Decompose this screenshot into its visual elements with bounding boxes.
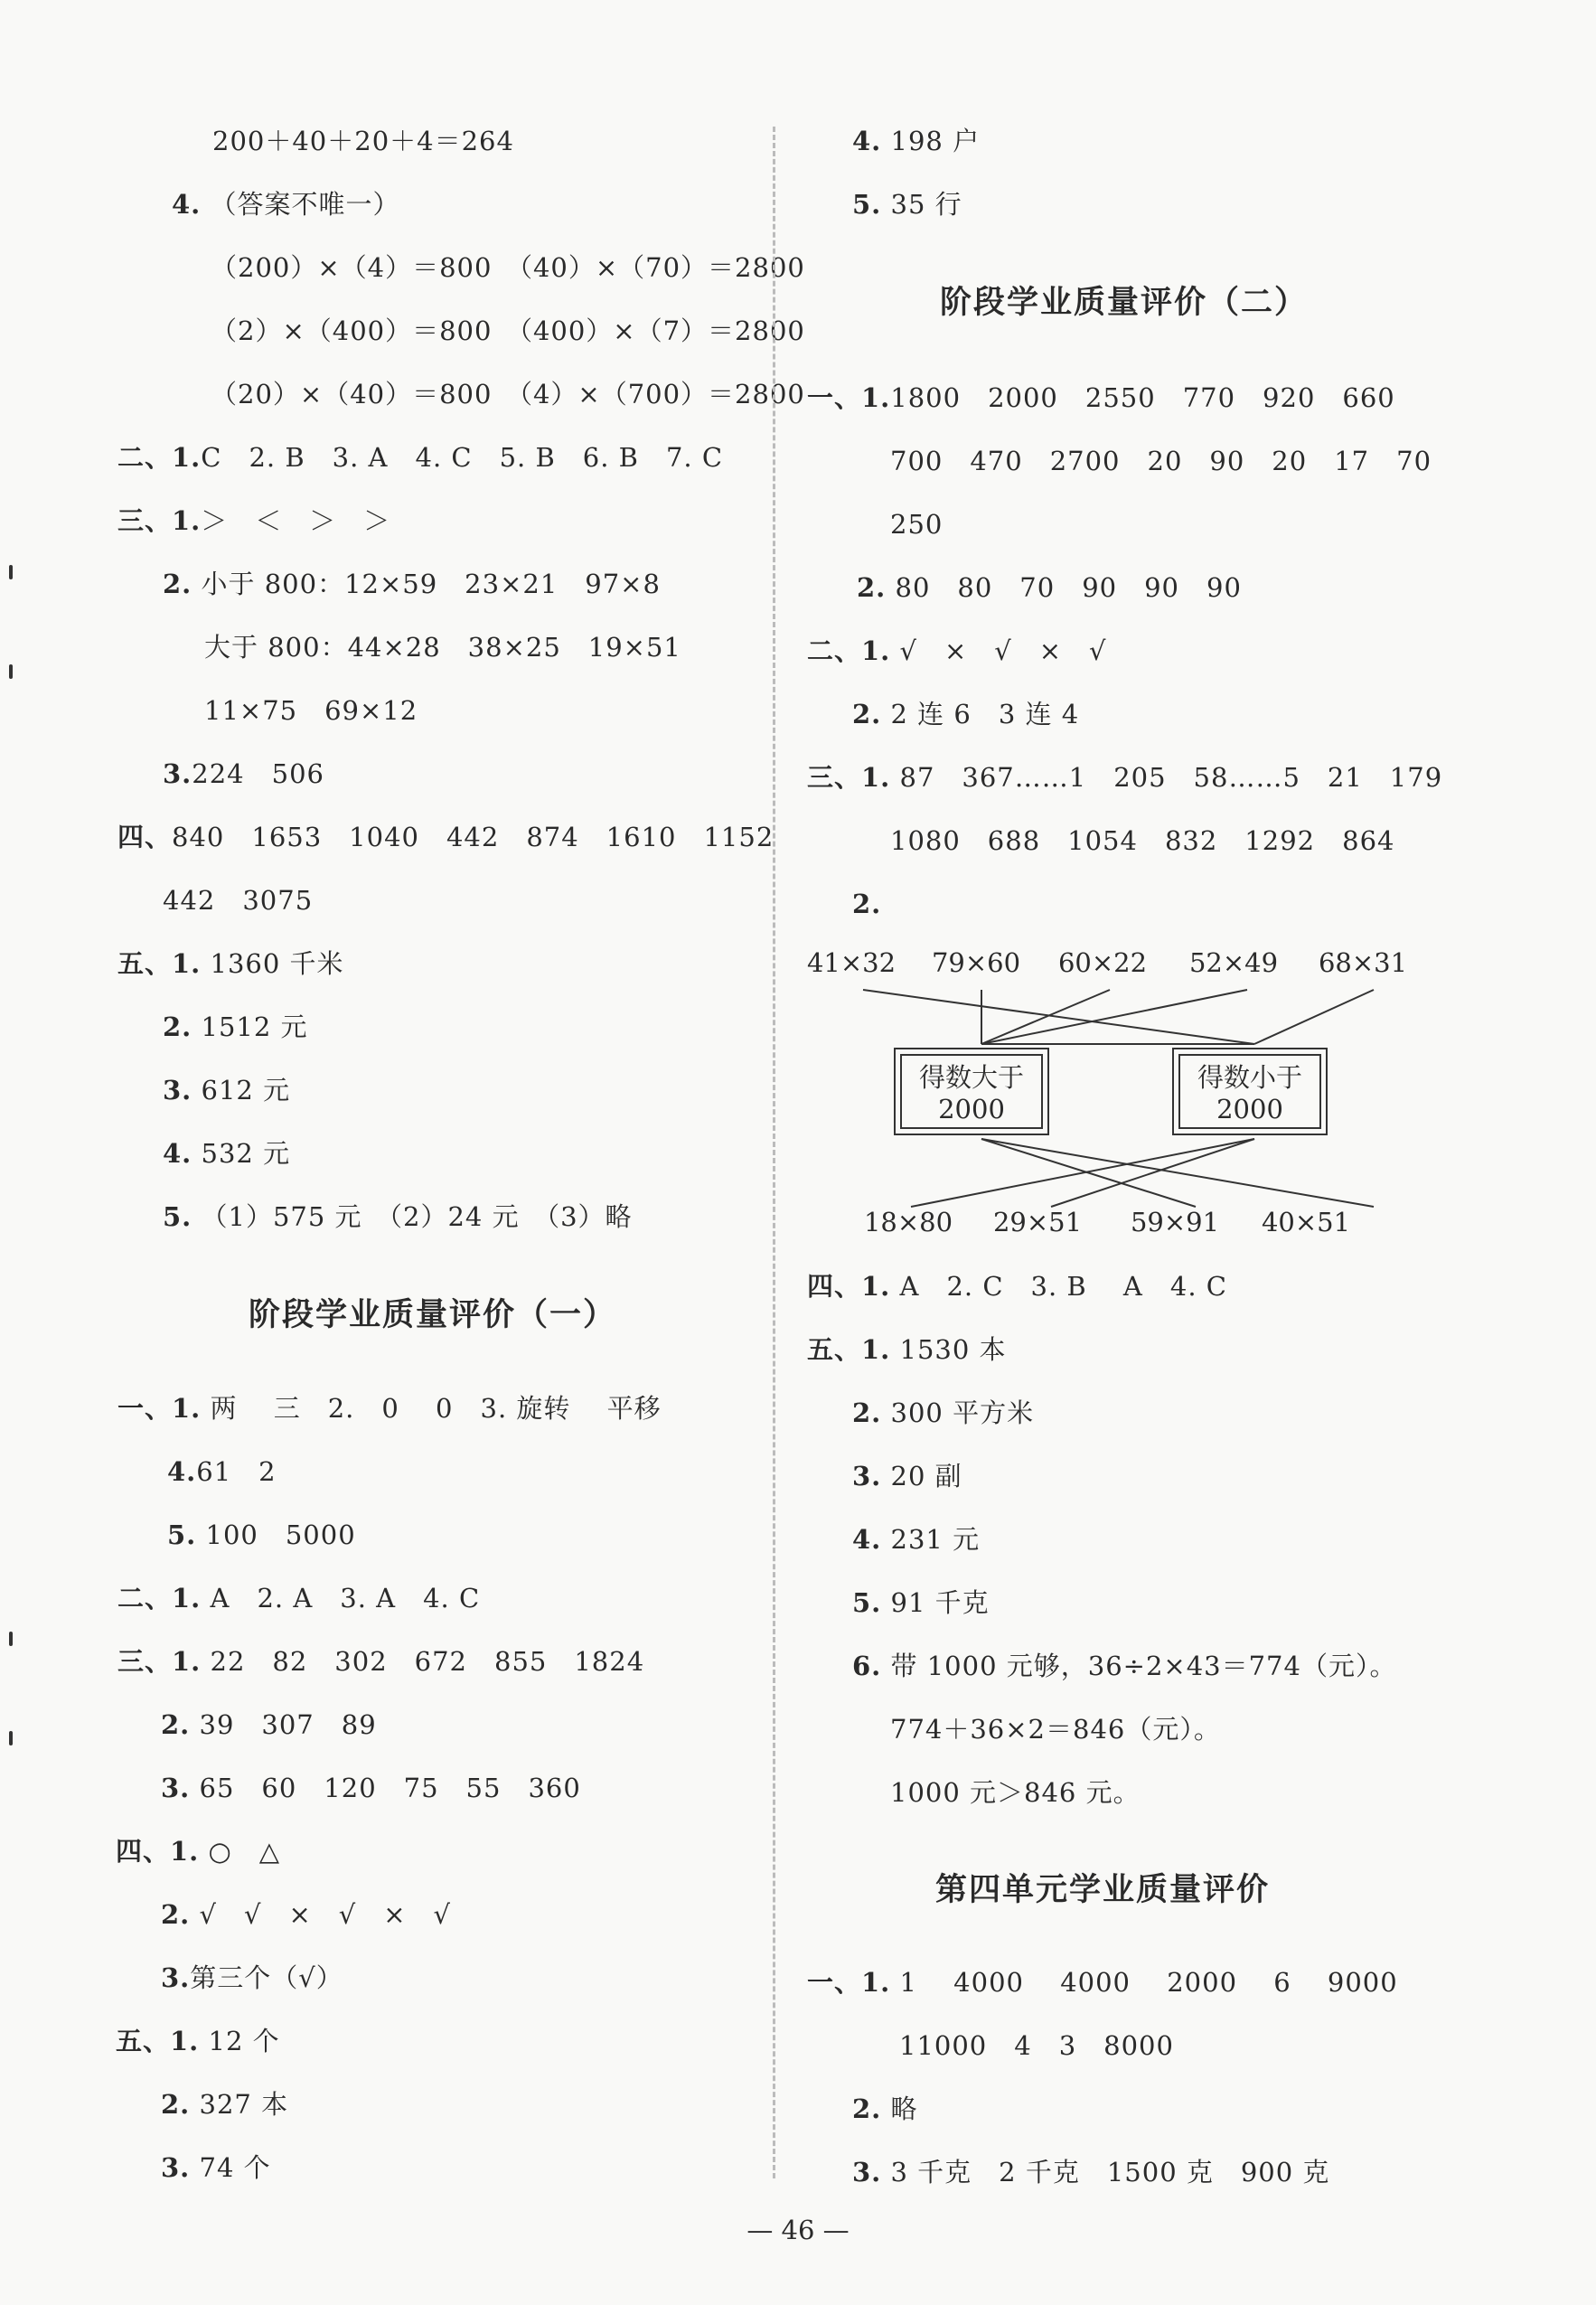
answer-line <box>163 757 324 790</box>
answer-text: （2）×（400）＝800 （400）×（7）＝2800 <box>211 315 805 346</box>
item-number: 3. <box>163 758 192 789</box>
answer-text: √ × √ × √ <box>899 635 1107 666</box>
answer-line <box>163 1074 290 1106</box>
item-number: 2. <box>163 569 192 599</box>
answer-line <box>852 1523 980 1556</box>
answer-text: 带 1000 元够，36÷2×43＝774（元）。 <box>890 1651 1397 1681</box>
answer-text: 22 82 302 672 855 1824 <box>210 1646 645 1677</box>
item-number: 3. <box>852 2157 882 2187</box>
answer-text: ＞ ＜ ＞ ＞ <box>201 505 391 536</box>
expression-bottom: 59×91 <box>1130 1207 1220 1237</box>
answer-line <box>890 1776 1141 1809</box>
answer-text: 11×75 69×12 <box>204 695 418 726</box>
answer-text: 3 千克 2 千克 1500 克 900 克 <box>890 2157 1330 2187</box>
binding-mark <box>9 664 13 679</box>
answer-line <box>167 1519 356 1551</box>
answer-text: 1800 2000 2550 770 920 660 <box>890 382 1395 413</box>
box-less-than-2000 <box>1173 1049 1327 1134</box>
answer-text: 35 行 <box>890 189 962 220</box>
answer-text: （答案不唯一） <box>210 189 400 220</box>
answer-text: 532 元 <box>201 1138 291 1169</box>
item-number: 二、1. <box>117 442 202 473</box>
answer-text: 39 307 89 <box>199 1709 377 1740</box>
answer-line <box>852 125 980 157</box>
binding-mark <box>9 565 13 579</box>
answer-text: 198 户 <box>890 126 981 156</box>
answer-line <box>807 1333 1007 1366</box>
answer-text: 774＋36×2＝846（元）。 <box>890 1714 1221 1745</box>
answer-line <box>163 1137 290 1170</box>
box-label: 2000 <box>1216 1094 1283 1124</box>
answer-line <box>117 821 774 853</box>
item-number: 2. <box>161 2089 191 2120</box>
answer-line <box>161 1708 377 1741</box>
answer-text: 1360 千米 <box>210 948 344 979</box>
answer-text: 327 本 <box>199 2089 289 2120</box>
answer-line <box>899 2029 1174 2062</box>
answer-line <box>117 1582 480 1614</box>
item-number: 四、 <box>117 822 173 852</box>
box-greater-than-2000 <box>895 1049 1048 1134</box>
item-number: 三、1. <box>117 505 202 536</box>
answer-text: （200）×（4）＝800 （40）×（70）＝2800 <box>211 252 805 283</box>
item-number: 三、1. <box>807 762 891 793</box>
section-heading: 第四单元学业质量评价 <box>935 1871 1271 1908</box>
answer-text: 231 元 <box>890 1524 981 1555</box>
item-number: 4. <box>163 1138 192 1169</box>
expression-top: 52×49 <box>1188 947 1279 978</box>
answer-line <box>116 1835 280 1868</box>
answer-text: A 2. C 3. B A 4. C <box>899 1271 1227 1302</box>
answer-text: 1512 元 <box>201 1011 308 1042</box>
box-label: 2000 <box>938 1094 1005 1124</box>
answer-line <box>161 1898 451 1931</box>
item-number: 四、1. <box>116 1836 200 1867</box>
answer-text: 100 5000 <box>205 1519 356 1550</box>
answer-line <box>852 698 1079 730</box>
answer-line <box>117 947 344 980</box>
item-number: 5. <box>852 189 882 220</box>
answer-text: 224 506 <box>192 758 324 789</box>
expression-bottom: 29×51 <box>992 1207 1083 1237</box>
item-number: 3. <box>161 1962 191 1993</box>
item-number: 4. <box>852 126 882 156</box>
answer-line <box>204 694 418 727</box>
answer-line <box>212 125 514 157</box>
item-number: 2. <box>163 1011 192 1042</box>
answer-line <box>852 1460 962 1492</box>
answer-line <box>163 1011 308 1043</box>
section-heading: 阶段学业质量评价（二） <box>940 284 1309 321</box>
item-number: 一、1. <box>807 382 891 413</box>
answer-text: 87 367……1 205 58……5 21 179 <box>899 762 1443 793</box>
answer-line <box>211 315 805 347</box>
answer-line <box>116 2025 280 2057</box>
item-number: 5. <box>163 1201 192 1232</box>
answer-text: ○ △ <box>208 1836 281 1867</box>
answer-line <box>163 884 313 917</box>
item-number: 2. <box>852 699 882 729</box>
answer-text: 612 元 <box>201 1075 291 1105</box>
binding-mark <box>9 1632 13 1646</box>
answer-text: 250 <box>890 509 944 540</box>
answer-text: 700 470 2700 20 90 20 17 70 <box>890 446 1432 476</box>
answer-line <box>807 761 1442 794</box>
answer-text: 61 2 <box>196 1456 277 1487</box>
answer-line <box>204 631 681 663</box>
column-divider <box>773 127 775 2178</box>
item-number: 3. <box>161 1773 191 1803</box>
answer-line <box>890 824 1394 857</box>
answer-line <box>852 1650 1396 1682</box>
item-number: 2. <box>852 1397 882 1428</box>
item-number: 五、1. <box>116 2026 200 2056</box>
page-number: — 46 — <box>746 2215 850 2245</box>
section-heading: 阶段学业质量评价（一） <box>249 1296 617 1333</box>
answer-line <box>163 1200 633 1233</box>
answer-line <box>807 635 1107 667</box>
answer-text: 大于 800：44×28 38×25 19×51 <box>204 632 681 663</box>
item-number: 三、1. <box>117 1646 202 1677</box>
answer-line <box>117 1392 662 1425</box>
answer-text: 300 平方米 <box>890 1397 1035 1428</box>
answer-line <box>852 2156 1329 2188</box>
answer-text: 200＋40＋20＋4＝264 <box>212 126 514 156</box>
answer-text: （1）575 元 （2）24 元 （3）略 <box>201 1201 633 1232</box>
item-number: 3. <box>852 1461 882 1491</box>
answer-line <box>890 508 943 541</box>
answer-text: 91 千克 <box>890 1587 990 1618</box>
answer-line <box>161 1962 343 1994</box>
answer-text: 1 4000 4000 2000 6 9000 <box>899 1967 1398 1998</box>
item-number: 二、1. <box>117 1583 202 1614</box>
answer-text: （20）×（40）＝800 （4）×（700）＝2800 <box>211 379 805 409</box>
expression-bottom: 40×51 <box>1261 1207 1351 1237</box>
answer-line <box>852 1586 990 1619</box>
box-label: 得数小于 <box>1197 1062 1303 1093</box>
binding-mark <box>9 1731 13 1745</box>
answer-line <box>161 1772 581 1804</box>
answer-line <box>211 251 805 284</box>
answer-text: 两 三 2. 0 0 3. 旋转 平移 <box>210 1393 662 1424</box>
answer-line <box>117 441 723 474</box>
item-number: 4. <box>852 1524 882 1555</box>
answer-text: 1080 688 1054 832 1292 864 <box>890 825 1395 856</box>
answer-line <box>852 1397 1034 1429</box>
answer-line <box>161 2088 288 2121</box>
answer-line <box>117 504 390 537</box>
item-number: 五、1. <box>117 948 202 979</box>
answer-line <box>117 1645 644 1678</box>
answer-line <box>807 381 1395 414</box>
answer-text: 略 <box>890 2093 918 2124</box>
answer-text: 11000 4 3 8000 <box>899 2030 1174 2061</box>
item-number: 3. <box>163 1075 192 1105</box>
answer-line <box>852 2093 918 2125</box>
answer-text: 840 1653 1040 442 874 1610 1152 <box>172 822 775 852</box>
answer-line <box>857 571 1242 604</box>
item-number: 二、1. <box>807 635 891 666</box>
answer-text: 1000 元＞846 元。 <box>890 1777 1141 1808</box>
answer-line <box>890 445 1432 477</box>
answer-text: 74 个 <box>199 2152 271 2183</box>
item-number: 2. <box>161 1899 191 1930</box>
answer-line <box>852 888 881 920</box>
item-number: 4. <box>172 189 202 220</box>
box-label: 得数大于 <box>918 1062 1025 1093</box>
item-number: 一、1. <box>807 1967 891 1998</box>
item-number: 5. <box>852 1587 882 1618</box>
answer-text: 442 3075 <box>163 885 314 916</box>
item-number: 2. <box>852 2093 882 2124</box>
item-number: 4. <box>167 1456 197 1487</box>
answer-text: 1530 本 <box>899 1334 1007 1365</box>
answer-text: 第三个（√） <box>190 1962 343 1993</box>
expression-top: 79×60 <box>931 947 1021 978</box>
answer-text: 2 连 6 3 连 4 <box>890 699 1080 729</box>
answer-line <box>163 568 661 600</box>
answer-line <box>807 1966 1398 1999</box>
item-number: 2. <box>852 889 882 919</box>
answer-line <box>890 1713 1221 1745</box>
answer-line <box>852 188 962 221</box>
answer-text: 65 60 120 75 55 360 <box>199 1773 581 1803</box>
item-number: 五、1. <box>807 1334 891 1365</box>
answer-text: C 2. B 3. A 4. C 5. B 6. B 7. C <box>201 442 724 473</box>
item-number: 2. <box>857 572 887 603</box>
item-number: 6. <box>852 1651 882 1681</box>
expression-top: 60×22 <box>1057 947 1148 978</box>
expression-bottom: 18×80 <box>863 1207 953 1237</box>
expression-top: 41×32 <box>806 947 897 978</box>
matching-diagram <box>795 936 1428 1252</box>
answer-text: √ √ × √ × √ <box>199 1899 452 1930</box>
item-number: 2. <box>161 1709 191 1740</box>
answer-line <box>211 378 805 410</box>
answer-text: 12 个 <box>208 2026 280 2056</box>
item-number: 3. <box>161 2152 191 2183</box>
answer-text: A 2. A 3. A 4. C <box>210 1583 481 1614</box>
item-number: 5. <box>167 1519 197 1550</box>
item-number: 四、1. <box>807 1271 891 1302</box>
answer-text: 20 副 <box>890 1461 962 1491</box>
answer-text: 80 80 70 90 90 90 <box>895 572 1242 603</box>
item-number: 一、1. <box>117 1393 202 1424</box>
answer-line <box>167 1455 277 1488</box>
answer-line <box>807 1270 1227 1303</box>
answer-line <box>161 2151 271 2184</box>
answer-text: 小于 800：12×59 23×21 97×8 <box>201 569 661 599</box>
expression-top: 68×31 <box>1318 947 1408 978</box>
answer-line <box>172 188 400 221</box>
